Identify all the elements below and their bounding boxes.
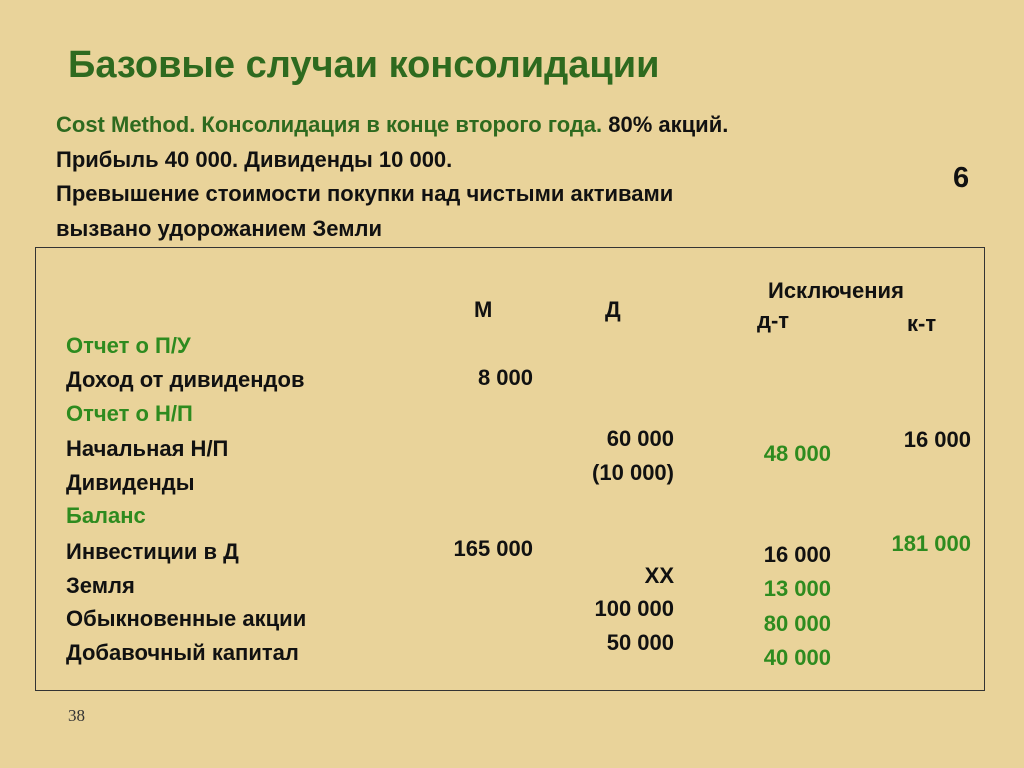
- page-number: 38: [68, 706, 85, 725]
- cell-d-apic: 50 000: [606, 630, 674, 655]
- intro-line-2: Прибыль 40 000. Дивиденды 10 000.: [56, 146, 453, 172]
- cell-d-dividends: (10 000): [592, 460, 674, 485]
- row-label-common-stock: Обыкновенные акции: [66, 606, 307, 631]
- cell-debit-apic: 40 000: [763, 645, 831, 670]
- section-retained: Отчет о Н/П: [66, 401, 193, 426]
- slide-number: 6: [953, 162, 970, 194]
- cell-debit-opening-re: 48 000: [763, 441, 831, 466]
- cell-credit-opening-re: 16 000: [903, 427, 971, 452]
- row-label-investment: Инвестиции в Д: [66, 539, 239, 564]
- row-label-dividends: Дивиденды: [66, 470, 195, 495]
- header-exclusions: Исключения: [768, 278, 904, 303]
- row-label-land: Земля: [66, 573, 135, 598]
- header-d: Д: [605, 297, 621, 322]
- cell-debit-investment: 16 000: [763, 542, 831, 567]
- cell-m-investment: 165 000: [453, 536, 533, 561]
- row-label-apic: Добавочный капитал: [66, 640, 299, 665]
- slide-title: Базовые случаи консолидации: [68, 44, 660, 86]
- cell-d-opening-re: 60 000: [606, 426, 674, 451]
- intro-line-1: [56, 108, 728, 143]
- section-balance: Баланс: [66, 503, 146, 528]
- intro-line-3: Превышение стоимости покупки над чистыми активами: [56, 181, 674, 206]
- cell-d-land: ХХ: [644, 563, 674, 588]
- cell-credit-investment: 181 000: [891, 531, 971, 556]
- intro-method: Cost Method. Консолидация в конце второго года.: [56, 112, 603, 137]
- row-label-opening-re: Начальная Н/П: [66, 436, 229, 461]
- cell-m-div-income: 8 000: [477, 365, 533, 390]
- header-debit: д-т: [757, 308, 790, 333]
- intro-line-4: вызвано удорожанием Земли: [56, 215, 382, 241]
- header-m: М: [474, 297, 493, 322]
- row-label-div-income: Доход от дивидендов: [66, 367, 305, 392]
- cell-debit-common-stock: 80 000: [763, 611, 831, 636]
- intro-shares: 80% акций.: [602, 112, 729, 137]
- cell-d-common-stock: 100 000: [594, 596, 674, 621]
- header-credit: к-т: [907, 311, 937, 336]
- section-pl: Отчет о П/У: [66, 333, 191, 358]
- cell-debit-land: 13 000: [763, 576, 831, 601]
- intro-text: [56, 108, 728, 246]
